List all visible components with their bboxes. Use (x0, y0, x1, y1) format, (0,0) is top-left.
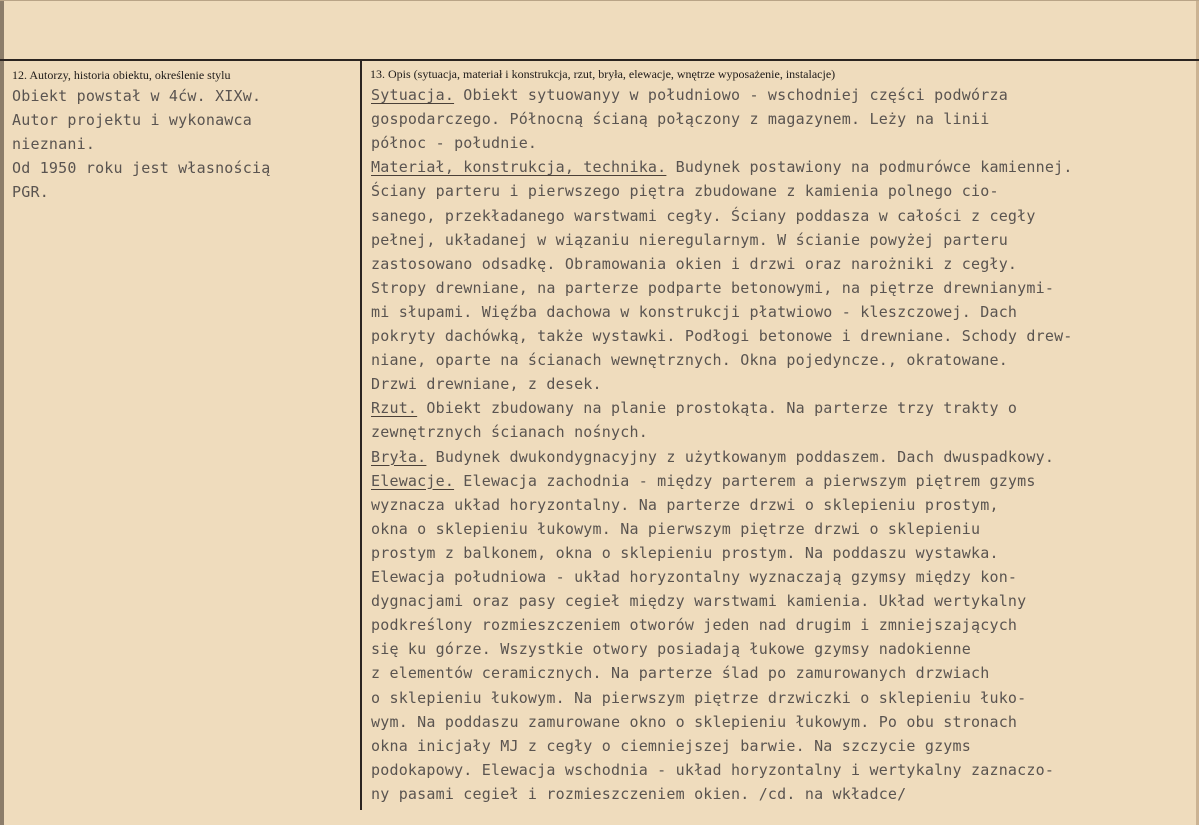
section-12-line: Od 1950 roku jest własnością (12, 159, 271, 177)
section-13-line (371, 231, 1008, 249)
horizontal-rule (0, 59, 1199, 61)
section-12-heading: 12. Autorzy, historia obiektu, określenie stylu (12, 68, 231, 82)
section-12-line: nieznani. (12, 135, 96, 153)
section-13-heading: 13. Opis (sytuacja, materiał i konstrukcja, rzut, bryła, elewacje, wnętrze wyposażenie, instalacje) (370, 67, 836, 81)
line-text: gospodarczego. Północną ścianą połączony z magazynem. Leży na linii (371, 110, 990, 129)
section-13-line (371, 134, 537, 152)
section-13-line (371, 399, 1017, 417)
section-13-line (371, 303, 1017, 321)
line-text: o sklepieniu łukowym. Na pierwszym piętrze drzwiczki o sklepieniu łuko- (371, 688, 1027, 707)
section-12-line: PGR. (12, 183, 49, 201)
section-13-line (371, 689, 1026, 707)
subsection-label: Elewacje. (371, 471, 455, 490)
section-13-line (371, 279, 1054, 297)
section-13-line (371, 544, 999, 562)
line-text: Elewacja południowa - układ horyzontalny wyznaczają gzymsy między kon- (371, 568, 1018, 586)
line-text: okna o sklepieniu łukowym. Na pierwszym piętrze drzwi o sklepieniu (371, 519, 981, 538)
section-13-line (371, 664, 989, 682)
line-text: prostym z balkonem, okna o sklepieniu prostym. Na poddaszu wystawka. (371, 543, 999, 562)
line-text: z elementów ceramicznych. Na parterze ślad po zamurowanych drzwiach (371, 664, 990, 683)
section-13-line (371, 472, 1036, 490)
section-13-line (371, 737, 971, 755)
line-text: okna inicjały MJ z cegły o ciemniejszej barwie. Na szczycie gzyms (371, 736, 971, 755)
section-13-line (371, 207, 1036, 225)
line-text: się ku górze. Wszystkie otwory posiadają łukowe gzymsy nadokienne (371, 640, 971, 659)
line-text: niane, oparte na ścianach wewnętrznych. Okna pojedyncze., okratowane. (371, 351, 1008, 370)
line-text: Budynek dwukondygnacyjny z użytkowanym poddaszem. Dach dwuspadkowy. (426, 447, 1055, 466)
subsection-label: Bryła. (371, 447, 427, 466)
line-text: zastosowano odsadkę. Obramowania okien i drzwi oraz narożniki z cegły. (371, 254, 1018, 273)
line-text: pełnej, układanej w wiązaniu nieregularnym. W ścianie powyżej parteru (371, 230, 1008, 249)
line-text: sanego, przekładanego warstwami cegły. Ściany poddasza w całości z cegły (371, 206, 1036, 225)
section-13-line (371, 182, 999, 200)
subsection-label: Materiał, konstrukcja, technika. (371, 158, 667, 177)
line-text: północ - południe. (371, 134, 538, 153)
line-text: wyznacza układ horyzontalny. Na parterze drzwi o sklepieniu prostym, (371, 495, 999, 514)
line-text: Obiekt sytuowanyy w południowo - wschodniej części podwórza (454, 86, 1008, 104)
section-13-line (371, 496, 999, 514)
section-13-line (371, 713, 1017, 731)
line-text: pokryty dachówką, także wystawki. Podłogi betonowe i drewniane. Schody drew- (371, 327, 1073, 345)
section-13-line (371, 785, 906, 803)
section-13-line (371, 158, 1073, 176)
subsection-label: Rzut. (371, 399, 418, 418)
section-13-line (371, 448, 1054, 466)
section-13-line (371, 110, 989, 128)
section-13-line (371, 255, 1017, 273)
section-13-line (371, 616, 1017, 634)
line-text: Ściany parteru i pierwszego piętra zbudowane z kamienia polnego cio- (371, 182, 999, 201)
line-text: wym. Na poddaszu zamurowane okno o sklepieniu łukowym. Po obu stronach (371, 712, 1018, 731)
line-text: zewnętrznych ścianach nośnych. (371, 423, 648, 442)
section-13-line (371, 592, 1026, 610)
line-text: podkreślony rozmieszczeniem otworów jeden nad drugim i zmniejszających (371, 616, 1018, 635)
section-12-line: Autor projektu i wykonawca (12, 111, 252, 129)
section-13-line (371, 327, 1073, 345)
section-13-line (371, 568, 1017, 586)
section-13-line (371, 423, 648, 441)
line-text: ny pasami cegieł i rozmieszczeniem okien. /cd. na wkładce/ (371, 784, 907, 803)
line-text: Elewacja zachodnia - między parterem a pierwszym piętrem gzyms (454, 471, 1036, 490)
line-text: podokapowy. Elewacja wschodnia - układ horyzontalny i wertykalny zaznaczo- (371, 760, 1055, 779)
section-13-line (371, 351, 1008, 369)
section-12-line: Obiekt powstał w 4ćw. XIXw. (12, 87, 262, 105)
line-text: Budynek postawiony na podmurówce kamiennej. (666, 158, 1073, 177)
line-text: mi słupami. Więźba dachowa w konstrukcji płatwiowo - kleszczowej. Dach (371, 302, 1018, 321)
section-13-line (371, 761, 1054, 779)
line-text: Stropy drewniane, na parterze podparte betonowymi, na piętrze drewnianymi- (371, 278, 1055, 297)
section-13-line (371, 520, 980, 538)
line-text: Drzwi drewniane, z desek. (371, 375, 602, 394)
line-text: Obiekt zbudowany na planie prostokąta. Na parterze trzy trakty o (417, 399, 1018, 418)
subsection-label: Sytuacja. (371, 86, 455, 104)
card-left-edge (0, 1, 4, 825)
section-13-line (371, 86, 1008, 104)
column-divider (360, 60, 362, 810)
section-13-line (371, 375, 602, 393)
line-text: dygnacjami oraz pasy cegieł między warstwami kamienia. Układ wertykalny (371, 592, 1027, 611)
section-13-line (371, 640, 971, 658)
